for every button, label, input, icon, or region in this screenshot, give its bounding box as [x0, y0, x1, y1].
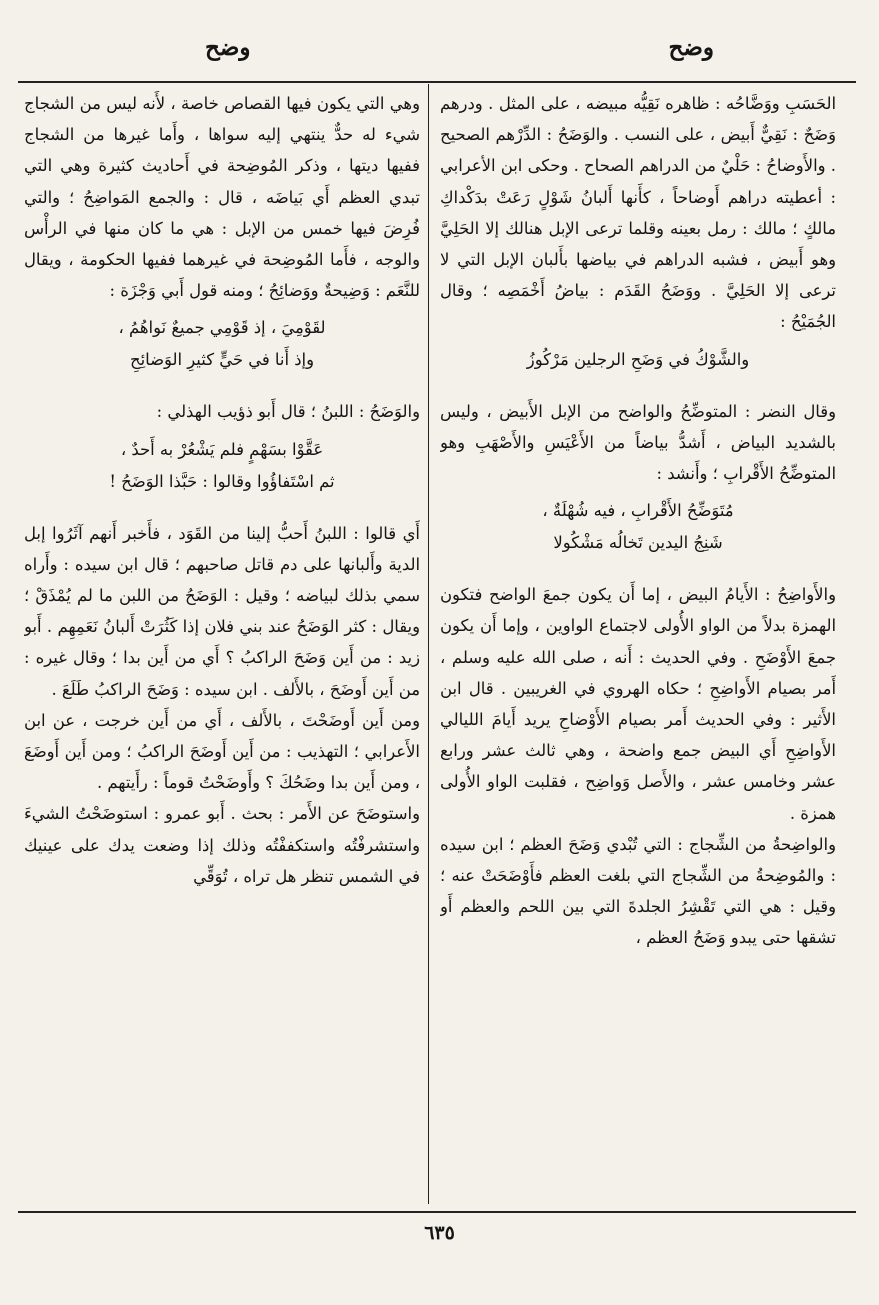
verse-line: لقَوْمِيَ ، إذ قَوْمِي جميعٌ نَواهُمُ ،: [118, 318, 326, 338]
verse-line: مُتَوَضِّحُ الأَقْرابِ ، فيه شُهْلَةٌ ،: [542, 501, 734, 521]
verse: [24, 434, 420, 498]
verse-line: والشَّوْكُ في وَضَحِ الرجلين مَرْكُوزُ: [526, 349, 750, 369]
entry-paragraph: الحَسَبِ ووَضَّاحُه : ظاهره نَقِيُّه مبيضه ، على المثل . ودرهم وَضَحٌ : نَقِيٌّ أَبيض ، على النسب . والوَضَحُ : الدِّرْهم الصحيح . والأَوضاحُ : حَلْيٌ من الدراهم الصحاح . وحكى ابن الأعرابي : أعطيته دراهم أَوضاحاً ، كأَنها أَلبانُ شَوْلٍ رَعَتْ بدَكْداكِ مالكٍ ؛ مالك : رمل بعينه وقلما ترعى الإبل هنالك إلا الحَلِيَّ وهو أَبيض ، فشبه الدراهم في بياضها بأَلبان الإبل التي لا ترعى إلا الحَلِيَّ . ووَضَحُ القَدَم : بياضُ أَخْمَصِه ؛ وقال الجُمَيْحُ :: [440, 94, 836, 332]
entry-paragraph: والأَواضِحُ : الأَيامُ البيض ، إما أَن يكون جمعَ الواضح فتكون الهمزة بدلاً من الواو الأُولى لاجتماع الواوين ، وإما أَن يكون جمعَ الأَوْضَحِ . وفي الحديث : أَنه ، صلى الله عليه وسلم ، أَمر بصيام الأَواضِحِ ؛ حكاه الهروي في الغريبين . قال ابن الأَثير : وفي الحديث أَمر بصيام الأَوْضاحِ يريد أَيامَ الليالي الأَواضِحِ أَي البيض جمع واضحة ، وهي ثالث عشر ورابع عشر وخامس عشر ، والأَصل وَواضِح ، فقلبت الواو الأُولى همزة .: [440, 585, 836, 823]
entry-paragraph: وقال النضر : المتوضِّحُ والواضح من الإبل الأَبيض ، وليس بالشديد البياض ، أَشدُّ بياضاً من الأَعْيَسِ والأَصْهَبِ وهو المتوضِّحُ الأَقْرابِ ؛ وأَنشد :: [440, 401, 836, 484]
top-rule: [18, 81, 856, 83]
verse: [24, 312, 420, 376]
verse: [440, 344, 836, 376]
entry-paragraph: واستوضَحَ عن الأَمر : بحث . أَبو عمرو : استوضَحْتُ الشيءَ واستشرفْتُه واستكففْتُه وذلك إذا وضعت يدك على عينيك في الشمس تنظر هل تراه ، تُوَقِّي: [24, 804, 420, 886]
verse-line: شَنِجُ اليدين تَخالُه مَشْكُولا: [553, 533, 723, 553]
entry-paragraph: ومن أَين أَوضَحْتَ ، بالأَلف ، أَي من أَين خرجت ، عن ابن الأَعرابي ؛ التهذيب : من أَين أَوضَحَ الراكبُ ؛ ومن أَين أَوضَعَ ، ومن أَين بدا وضَحُكَ ؟ وأَوضَحْتُ قوماً : رأَيتهم .: [24, 710, 420, 793]
headword-left: وضح: [205, 34, 251, 61]
entry-paragraph: والواضِحةُ من الشِّجاج : التي تُبْدي وَضَحَ العظم ؛ ابن سيده : والمُوضِحةُ من الشِّجاج التي بلغت العظم فأَوْضَحَتْ عنه ؛ وقيل : هي التي تَقْشِرُ الجلدةَ التي بين اللحم والعظم أَو تشقها حتى يبدو وَضَحُ العظم ،: [440, 834, 836, 948]
verse-line: ثم اسْتَفاؤُوا وقالوا : حَبَّذا الوَضَحُ !: [109, 471, 335, 491]
headword-right: وضح: [668, 34, 714, 61]
verse: [440, 495, 836, 559]
verse-line: وإذ أَنا في حَيٍّ كثيرِ الوَضائِحِ: [129, 350, 315, 370]
left-column: [24, 88, 420, 1206]
bottom-rule: [18, 1211, 856, 1213]
page-header: [0, 34, 879, 74]
verse-line: عَقَّوْا بسَهْمٍ فلم يَشْعُرْ به أَحدٌ ،: [120, 439, 324, 459]
entry-paragraph: وهي التي يكون فيها القصاص خاصة ، لأَنه ليس من الشجاج شيء له حدٌّ ينتهي إليه سواها ، وأَما غيرها من الشجاج ففيها ديتها ، وذكر المُوضِحة في أَحاديث كثيرة وهي التي تبدي العظم أَي بَياضَه ، قال : والجمع المَواضِحُ ؛ والتي فُرِضَ فيها خمس من الإبل : هي ما كان منها في الرأْس والوجه ، فأَما المُوضِحة في غيرهما ففيها الحكومة ، ويقال للنَّعَم : وَضِيحةٌ ووَضائِحُ ؛ ومنه قول أَبي وَجْزَة :: [24, 94, 420, 301]
right-column: [440, 88, 836, 1206]
column-divider: [428, 84, 429, 1204]
entry-paragraph: والوَضَحُ : اللبنُ ؛ قال أَبو ذؤيب الهذلي :: [156, 402, 420, 422]
entry-paragraph: أَي قالوا : اللبنُ أَحبُّ إلينا من القَوَد ، فأَخبر أَنهم آثَرُوا إبل الدية وأَلبانها على دم قاتل صاحبهم ؛ قال ابن سيده : وأَراه سمي بذلك لبياضه ؛ وقيل : الوَضَحُ من اللبن ما لم يُمْذَقْ ؛ ويقال : كثر الوَضَحُ عند بني فلان إذا كَثُرَتْ أَلبانُ نَعَمِهِم . أَبو زيد : من أَين وَضَحَ الراكبُ ؟ أَي من أَين بدا ؛ وقال غيره : من أَين أَوضَحَ ، بالأَلف . ابن سيده : وَضَحَ الراكبُ طَلَعَ .: [24, 523, 420, 699]
page-number: ٦٣٥: [424, 1222, 455, 1244]
